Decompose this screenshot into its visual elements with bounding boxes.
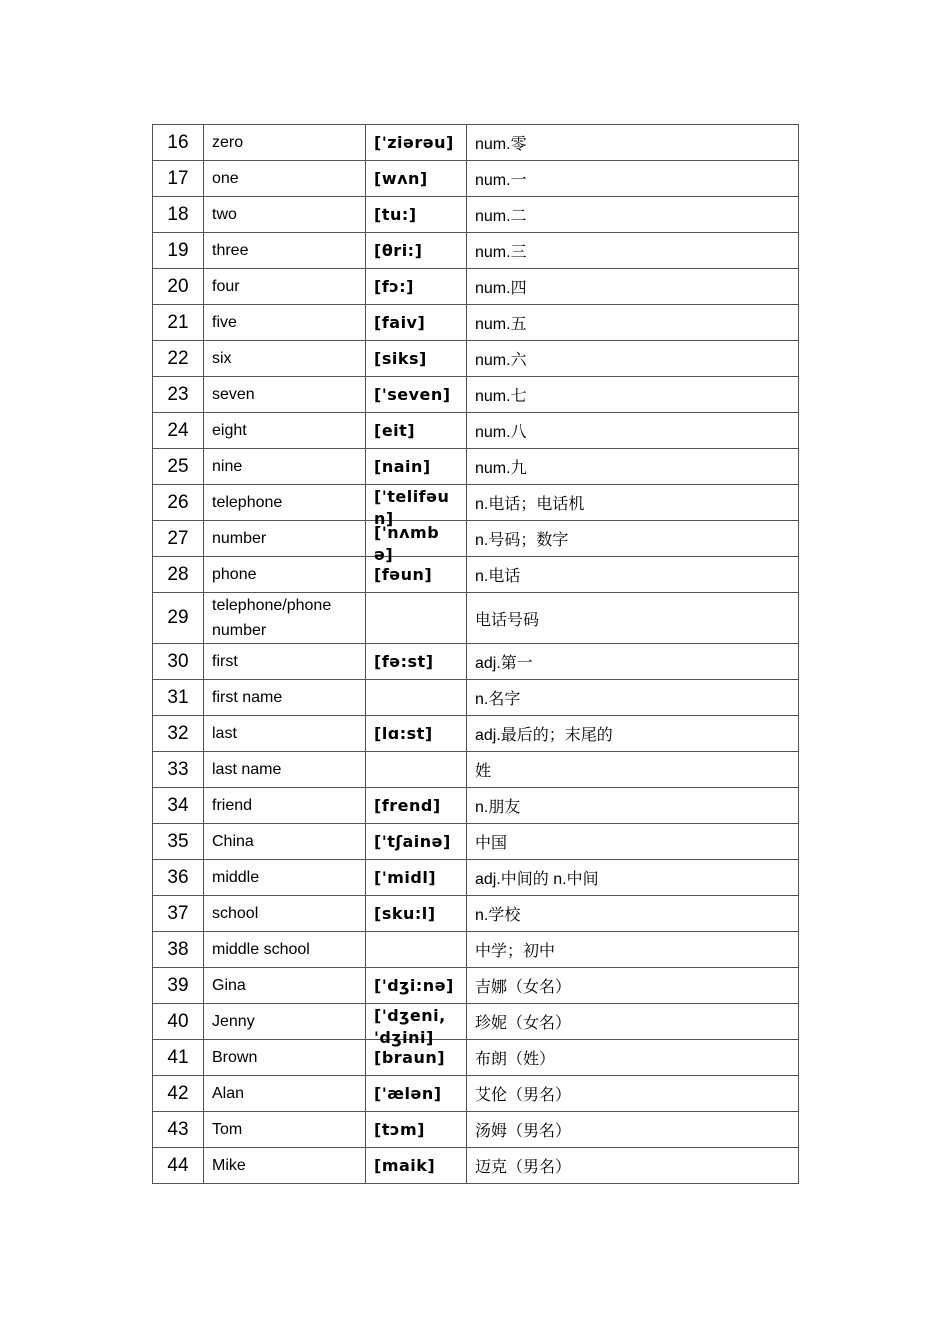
chinese-meaning: num.六 [467,341,799,377]
phonetic-transcription [366,860,467,896]
phonetic-text: ['ziərəu] [374,133,454,152]
phonetic-text: ['telifəun] [374,486,450,528]
vocabulary-table [152,124,799,1184]
chinese-meaning: num.五 [467,305,799,341]
english-word: seven [204,377,366,413]
phonetic-transcription [366,716,467,752]
chinese-meaning: 姓 [467,752,799,788]
english-word: last name [204,752,366,788]
table-row [153,1112,799,1148]
chinese-meaning: adj.第一 [467,644,799,680]
english-word: first [204,644,366,680]
table-row [153,413,799,449]
vocabulary-table-body [153,125,799,1184]
row-number: 17 [153,161,204,197]
phonetic-text: [θri:] [374,241,423,260]
english-word: Brown [204,1040,366,1076]
phonetic-text: ['nʌmbə] [374,522,440,564]
phonetic-transcription [366,1004,467,1047]
table-row [153,860,799,896]
phonetic-transcription [366,824,467,860]
table-row [153,557,799,593]
chinese-meaning: n.电话；电话机 [467,485,799,521]
phonetic-transcription [366,413,467,449]
table-row [153,233,799,269]
table-row [153,680,799,716]
english-word: Tom [204,1112,366,1148]
chinese-meaning: num.三 [467,233,799,269]
row-number: 19 [153,233,204,269]
phonetic-text: ['tʃainə] [374,832,451,851]
row-number: 22 [153,341,204,377]
english-word: eight [204,413,366,449]
phonetic-text: ['seven] [374,385,451,404]
table-row [153,269,799,305]
chinese-meaning: 布朗（姓） [467,1040,799,1076]
row-number: 32 [153,716,204,752]
row-number: 35 [153,824,204,860]
phonetic-transcription [366,341,467,377]
table-row [153,485,799,521]
table-row [153,716,799,752]
row-number: 16 [153,125,204,161]
english-word: number [204,521,366,557]
chinese-meaning: n.名字 [467,680,799,716]
phonetic-text: [eit] [374,421,416,440]
chinese-meaning: n.学校 [467,896,799,932]
phonetic-text: [faiv] [374,313,426,332]
table-row [153,377,799,413]
row-number: 25 [153,449,204,485]
english-word: five [204,305,366,341]
table-row [153,197,799,233]
english-word: Alan [204,1076,366,1112]
row-number: 40 [153,1004,204,1040]
phonetic-text: [fəun] [374,565,433,584]
chinese-meaning: num.二 [467,197,799,233]
phonetic-transcription [366,968,467,1004]
phonetic-text: [fə:st] [374,652,434,671]
row-number: 21 [153,305,204,341]
table-row [153,161,799,197]
phonetic-text: ['dʒi:nə] [374,976,454,995]
phonetic-text: [tu:] [374,205,417,224]
phonetic-text: [sku:l] [374,904,436,923]
table-row [153,644,799,680]
phonetic-text: ['midl] [374,868,437,887]
row-number: 37 [153,896,204,932]
english-word: two [204,197,366,233]
chinese-meaning: n.号码；数字 [467,521,799,557]
english-word: phone [204,557,366,593]
chinese-meaning: num.一 [467,161,799,197]
phonetic-text: [fɔ:] [374,277,414,296]
chinese-meaning: 艾伦（男名） [467,1076,799,1112]
phonetic-transcription [366,1076,467,1112]
english-word: nine [204,449,366,485]
phonetic-transcription [366,269,467,305]
phonetic-text: [siks] [374,349,427,368]
phonetic-transcription [366,305,467,341]
chinese-meaning: 中国 [467,824,799,860]
phonetic-transcription [366,896,467,932]
table-row [153,1148,799,1184]
phonetic-transcription [366,752,467,788]
english-word: China [204,824,366,860]
chinese-meaning: num.零 [467,125,799,161]
chinese-meaning: adj.中间的 n.中间 [467,860,799,896]
phonetic-text: [nain] [374,457,431,476]
row-number: 41 [153,1040,204,1076]
table-row [153,752,799,788]
phonetic-text: ['dʒeni, 'dʒini] [374,1005,446,1047]
phonetic-transcription [366,680,467,716]
row-number: 38 [153,932,204,968]
table-row [153,125,799,161]
chinese-meaning: 电话号码 [467,593,799,644]
row-number: 31 [153,680,204,716]
row-number: 18 [153,197,204,233]
table-row [153,341,799,377]
english-word: telephone/phone number [204,593,366,644]
english-word: six [204,341,366,377]
row-number: 24 [153,413,204,449]
english-word: telephone [204,485,366,521]
row-number: 33 [153,752,204,788]
phonetic-transcription [366,932,467,968]
chinese-meaning: num.九 [467,449,799,485]
row-number: 23 [153,377,204,413]
table-row [153,932,799,968]
phonetic-transcription [366,644,467,680]
english-word: first name [204,680,366,716]
phonetic-transcription [366,125,467,161]
chinese-meaning: 吉娜（女名） [467,968,799,1004]
phonetic-transcription [366,1112,467,1148]
chinese-meaning: num.四 [467,269,799,305]
english-word: friend [204,788,366,824]
phonetic-text: [braun] [374,1048,446,1067]
row-number: 20 [153,269,204,305]
row-number: 42 [153,1076,204,1112]
chinese-meaning: num.七 [467,377,799,413]
english-word: Gina [204,968,366,1004]
row-number: 26 [153,485,204,521]
table-row [153,1076,799,1112]
table-row [153,1004,799,1040]
english-word: last [204,716,366,752]
chinese-meaning: 迈克（男名） [467,1148,799,1184]
english-word: zero [204,125,366,161]
phonetic-text: [tɔm] [374,1120,425,1139]
english-word: four [204,269,366,305]
chinese-meaning: adj.最后的；末尾的 [467,716,799,752]
english-word: school [204,896,366,932]
phonetic-transcription [366,485,467,528]
chinese-meaning: 珍妮（女名） [467,1004,799,1040]
english-word: three [204,233,366,269]
english-word: Mike [204,1148,366,1184]
phonetic-transcription [366,377,467,413]
table-row [153,1040,799,1076]
table-row [153,593,799,644]
row-number: 43 [153,1112,204,1148]
phonetic-transcription [366,1148,467,1184]
phonetic-text: ['ælən] [374,1084,442,1103]
english-word: middle school [204,932,366,968]
phonetic-transcription [366,593,467,644]
phonetic-text: [maik] [374,1156,436,1175]
chinese-meaning: 汤姆（男名） [467,1112,799,1148]
table-row [153,896,799,932]
row-number: 29 [153,593,204,644]
table-row [153,788,799,824]
table-row [153,305,799,341]
row-number: 27 [153,521,204,557]
phonetic-transcription [366,449,467,485]
table-row [153,824,799,860]
table-row [153,521,799,557]
row-number: 28 [153,557,204,593]
phonetic-text: [frend] [374,796,441,815]
row-number: 30 [153,644,204,680]
chinese-meaning: 中学；初中 [467,932,799,968]
phonetic-transcription [366,197,467,233]
table-row [153,449,799,485]
row-number: 36 [153,860,204,896]
phonetic-transcription [366,233,467,269]
phonetic-transcription [366,788,467,824]
row-number: 44 [153,1148,204,1184]
row-number: 39 [153,968,204,1004]
chinese-meaning: n.电话 [467,557,799,593]
phonetic-transcription [366,521,467,564]
phonetic-transcription [366,161,467,197]
phonetic-text: [wʌn] [374,169,428,188]
row-number: 34 [153,788,204,824]
english-word: one [204,161,366,197]
english-word: middle [204,860,366,896]
chinese-meaning: n.朋友 [467,788,799,824]
chinese-meaning: num.八 [467,413,799,449]
phonetic-text: [lɑ:st] [374,724,433,743]
table-row [153,968,799,1004]
english-word: Jenny [204,1004,366,1040]
